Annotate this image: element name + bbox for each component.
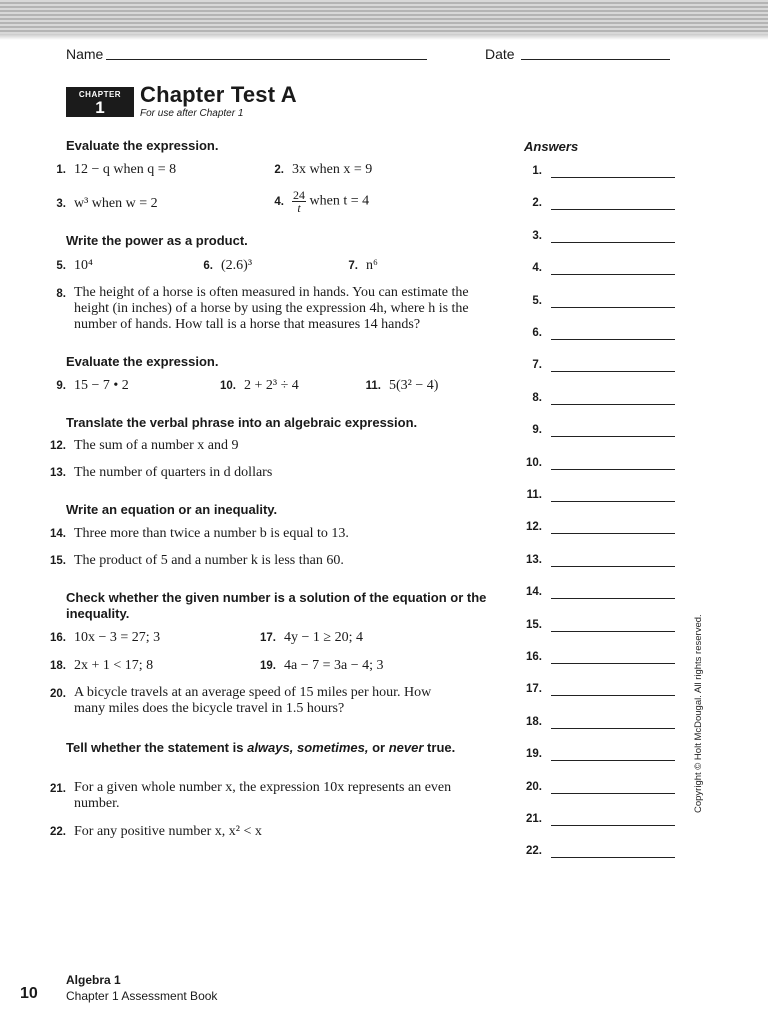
answer-blank-line[interactable] — [551, 631, 675, 632]
fraction-denominator: t — [297, 201, 301, 215]
section-heading: Check whether the given number is a solution of the equation or the inequality. — [66, 590, 487, 621]
question-11: 11. 5(3² − 4) — [365, 378, 439, 393]
question-22: 22. For any positive number x, x² < x — [50, 824, 262, 839]
section-heading: Write an equation or an inequality. — [66, 502, 278, 517]
answer-number: 10. — [526, 456, 542, 469]
question-text: 15 − 7 • 2 — [74, 378, 129, 393]
answer-number: 19. — [526, 748, 542, 761]
question-3: 3. w³ when w = 2 — [56, 196, 158, 211]
question-13: 13. The number of quarters in d dollars — [50, 465, 273, 480]
question-16: 16. 10x − 3 = 27; 3 — [50, 630, 161, 645]
answer-number: 12. — [526, 521, 542, 534]
answer-blank-line[interactable] — [551, 793, 675, 794]
answer-number: 1. — [532, 165, 542, 177]
date-field[interactable] — [521, 59, 670, 60]
answer-blank-line[interactable] — [551, 307, 675, 308]
question-6: 6. (2.6)³ — [203, 258, 253, 273]
question-text: For any positive number x, x² < x — [74, 824, 262, 839]
heading-part: Tell whether the statement is — [66, 740, 248, 755]
answer-blank-line[interactable] — [551, 177, 675, 178]
answer-blank-line[interactable] — [551, 436, 675, 437]
answer-number: 22. — [526, 845, 542, 858]
date-label: Date — [485, 46, 515, 62]
page-title: Chapter Test A — [140, 82, 297, 107]
answer-blank-line[interactable] — [551, 663, 675, 664]
answer-blank-line[interactable] — [551, 598, 675, 599]
answer-blank-line[interactable] — [551, 695, 675, 696]
answer-number: 3. — [532, 229, 542, 242]
answer-number: 5. — [532, 294, 542, 307]
question-18: 18. 2x + 1 < 17; 8 — [50, 658, 154, 673]
question-text: The number of quarters in d dollars — [74, 465, 273, 480]
question-text: The sum of a number x and 9 — [74, 438, 239, 453]
question-15: 15. The product of 5 and a number k is less than 60. — [50, 553, 344, 568]
answer-blank-line[interactable] — [551, 242, 675, 243]
chapter-badge — [66, 87, 134, 117]
question-text: A bicycle travels at an average speed of 15 miles per hour. How many miles does the bicycle travel in 1.5 hours? — [74, 685, 432, 716]
answer-blank-line[interactable] — [551, 728, 675, 729]
heading-part: never — [388, 740, 424, 755]
section-heading: Evaluate the expression. — [66, 138, 219, 153]
top-stripe-decoration — [0, 0, 768, 34]
answer-number: 13. — [526, 553, 542, 566]
answer-blank-line[interactable] — [551, 274, 675, 275]
chapter-badge-number: 1 — [95, 98, 105, 117]
answer-blank-line[interactable] — [551, 209, 675, 210]
question-text: 10x − 3 = 27; 3 — [74, 630, 161, 645]
question-text: For a given whole number x, the expression 10x represents an even number. — [74, 780, 452, 811]
answer-blank-line[interactable] — [551, 404, 675, 405]
question-text: The product of 5 and a number k is less than 60. — [74, 553, 344, 568]
answer-number: 16. — [526, 651, 542, 663]
question-20: 20. A bicycle travels at an average speed of 15 miles per hour. How many miles does the bicycle travel in 1.5 hours? — [35, 685, 435, 717]
question-21: 21. For a given whole number x, the expression 10x represents an even number. — [35, 780, 485, 812]
page-number: 10 — [20, 985, 38, 1002]
page-subtitle: For use after Chapter 1 — [140, 108, 244, 119]
answer-number: 9. — [532, 424, 542, 437]
answer-number: 21. — [526, 813, 542, 825]
answer-blank-line[interactable] — [551, 371, 675, 372]
book-subtitle: Chapter 1 Assessment Book — [66, 989, 218, 1003]
answer-blank-line[interactable] — [551, 469, 675, 470]
question-14: 14. Three more than twice a number b is equal to 13. — [50, 526, 349, 541]
section-heading: Translate the verbal phrase into an algebraic expression. — [66, 415, 418, 430]
question-text: when t = 4 — [306, 193, 370, 209]
question-text: 3x when x = 9 — [292, 162, 373, 177]
heading-part: or — [368, 740, 389, 755]
answer-number: 11. — [526, 489, 542, 501]
answer-number: 4. — [532, 262, 542, 275]
question-text: Three more than twice a number b is equal to 13. — [74, 526, 349, 541]
answer-blank-line[interactable] — [551, 501, 675, 502]
name-label: Name — [66, 46, 104, 62]
heading-part: always, sometimes, — [247, 740, 369, 755]
question-text: n⁶ — [366, 258, 378, 273]
section-heading — [66, 739, 486, 756]
question-17: 17. 4y − 1 ≥ 20; 4 — [260, 630, 363, 645]
chapter-badge-word: CHAPTER — [78, 90, 122, 99]
question-5: 5. 10⁴ — [56, 258, 93, 273]
question-12: 12. The sum of a number x and 9 — [50, 438, 239, 453]
answer-number: 15. — [526, 618, 542, 631]
top-stripe-fade — [0, 34, 768, 40]
question-10: 10. 2 + 2³ ÷ 4 — [220, 378, 299, 393]
book-title: Algebra 1 — [66, 973, 121, 987]
question-text: 10⁴ — [74, 258, 93, 273]
answer-blank-line[interactable] — [551, 857, 675, 858]
question-text: 5(3² − 4) — [389, 378, 439, 393]
question-7: 7. n⁶ — [348, 258, 378, 273]
section-heading: Write the power as a product. — [66, 233, 248, 248]
answer-number: 17. — [526, 683, 542, 696]
answer-blank-line[interactable] — [551, 760, 675, 761]
answer-number: 8. — [532, 391, 542, 404]
answer-number: 18. — [526, 715, 542, 728]
answer-blank-line[interactable] — [551, 825, 675, 826]
copyright-notice: Copyright © Holt McDougal. All rights reserved. — [693, 614, 704, 813]
question-1: 1. 12 − q when q = 8 — [56, 162, 177, 177]
answer-blank-line[interactable] — [551, 339, 675, 340]
question-text: The height of a horse is often measured in hands. You can estimate the height (in inches) of a horse by using the expression 4h, where h is the number of hands. How tall is a horse that measures 14 hands? — [74, 285, 469, 332]
name-field[interactable] — [106, 59, 427, 60]
question-text: (2.6)³ — [221, 258, 253, 273]
heading-part: true. — [423, 740, 456, 755]
question-text: 4a − 7 = 3a − 4; 3 — [284, 658, 384, 673]
section-heading: Evaluate the expression. — [66, 354, 219, 369]
question-text: 2x + 1 < 17; 8 — [74, 658, 154, 673]
answer-blank-line[interactable] — [551, 533, 675, 534]
answer-number: 14. — [526, 586, 542, 599]
answer-number: 20. — [526, 780, 542, 793]
answer-number: 2. — [532, 197, 542, 210]
question-4: 4. $\frac{24}{t}$ when t = 4 — [274, 188, 370, 215]
answers-heading: Answers — [524, 139, 579, 154]
answer-number: 6. — [532, 327, 542, 339]
question-2: 2. 3x when x = 9 — [274, 162, 373, 177]
answer-blank-line[interactable] — [551, 566, 675, 567]
question-9: 9. 15 − 7 • 2 — [56, 378, 129, 393]
question-text: 12 − q when q = 8 — [74, 162, 177, 177]
question-text: 2 + 2³ ÷ 4 — [244, 378, 299, 393]
fraction-numerator: 24 — [293, 188, 305, 202]
answer-number: 7. — [532, 359, 542, 372]
question-8: 8. The height of a horse is often measured in hands. You can estimate the height (in inches) of a horse by using the expression 4h, where h is the number of hands. How tall is a horse that measures 14 hands? — [35, 285, 485, 333]
question-text: w³ when w = 2 — [74, 196, 158, 211]
question-19: 19. 4a − 7 = 3a − 4; 3 — [260, 658, 384, 673]
question-text: 4y − 1 ≥ 20; 4 — [284, 630, 363, 645]
